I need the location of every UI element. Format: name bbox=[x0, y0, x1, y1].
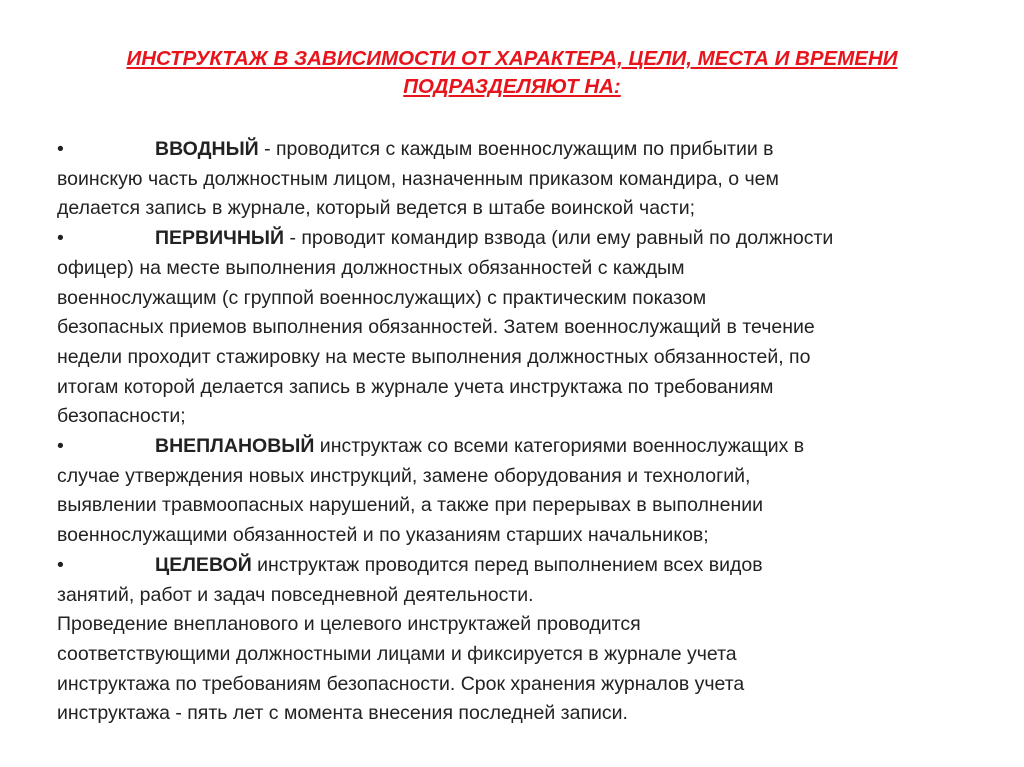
item-line: воинскую часть должностным лицом, назначенным приказом командира, о чем bbox=[57, 167, 779, 190]
closing-line: соответствующими должностными лицами и фиксируется в журнале учета bbox=[57, 642, 737, 665]
list-item-first-line bbox=[57, 135, 977, 165]
closing-line: инструктажа по требованиям безопасности. Срок хранения журналов учета bbox=[57, 672, 745, 695]
bullet-icon: • bbox=[57, 138, 64, 160]
closing-paragraph bbox=[57, 610, 977, 729]
item-text: - проводит командир взвода (или ему равный по должности bbox=[284, 227, 834, 250]
item-line: безопасных приемов выполнения обязанностей. Затем военнослужащий в течение bbox=[57, 316, 815, 339]
slide-title bbox=[60, 45, 964, 101]
list-item-pervichny bbox=[57, 224, 977, 432]
item-line: недели проходит стажировку на месте выполнения должностных обязанностей, по bbox=[57, 345, 811, 368]
slide-body bbox=[57, 135, 977, 729]
item-line: безопасности; bbox=[57, 405, 186, 428]
slide-title-line-1: ИНСТРУКТАЖ В ЗАВИСИМОСТИ ОТ ХАРАКТЕРА, ЦЕЛИ, МЕСТА И ВРЕМЕНИ bbox=[126, 47, 898, 70]
bullet-icon: • bbox=[57, 227, 64, 250]
item-line: занятий, работ и задач повседневной деятельности. bbox=[57, 583, 534, 606]
item-term: ВВОДНЫЙ bbox=[155, 138, 259, 160]
list-item-first-line bbox=[57, 224, 977, 254]
item-text: - проводится с каждым военнослужащим по прибытии в bbox=[258, 138, 774, 160]
list-item-first-line bbox=[57, 551, 977, 581]
item-line: военнослужащим (с группой военнослужащих) с практическим показом bbox=[57, 286, 707, 309]
item-line: итогам которой делается запись в журнале учета инструктажа по требованиям bbox=[57, 375, 774, 398]
item-text: инструктаж проводится перед выполнением всех видов bbox=[251, 553, 763, 576]
slide-title-line-2: ПОДРАЗДЕЛЯЮТ НА: bbox=[403, 75, 621, 98]
list-item-tselevoy bbox=[57, 551, 977, 610]
item-line: случае утверждения новых инструкций, замене оборудования и технологий, bbox=[57, 464, 751, 487]
item-line: военнослужащими обязанностей и по указаниям старших начальников; bbox=[57, 524, 709, 547]
item-term: ВНЕПЛАНОВЫЙ bbox=[155, 435, 315, 458]
item-text: инструктаж со всеми категориями военнослужащих в bbox=[314, 435, 805, 458]
item-line: выявлении травмоопасных нарушений, а также при перерывах в выполнении bbox=[57, 494, 764, 517]
bullet-icon: • bbox=[57, 553, 64, 576]
closing-line: Проведение внепланового и целевого инструктажей проводится bbox=[57, 613, 641, 636]
item-term: ЦЕЛЕВОЙ bbox=[155, 553, 252, 576]
bullet-icon: • bbox=[57, 435, 64, 458]
closing-line: инструктажа - пять лет с момента внесения последней записи. bbox=[57, 702, 628, 725]
list-item-first-line bbox=[57, 432, 977, 462]
list-item-vvodny bbox=[57, 135, 977, 224]
item-line: делается запись в журнале, который ведется в штабе воинской части; bbox=[57, 197, 696, 220]
list-item-vneplanovy bbox=[57, 432, 977, 551]
item-term: ПЕРВИЧНЫЙ bbox=[155, 227, 285, 250]
item-line: офицер) на месте выполнения должностных обязанностей с каждым bbox=[57, 256, 685, 279]
